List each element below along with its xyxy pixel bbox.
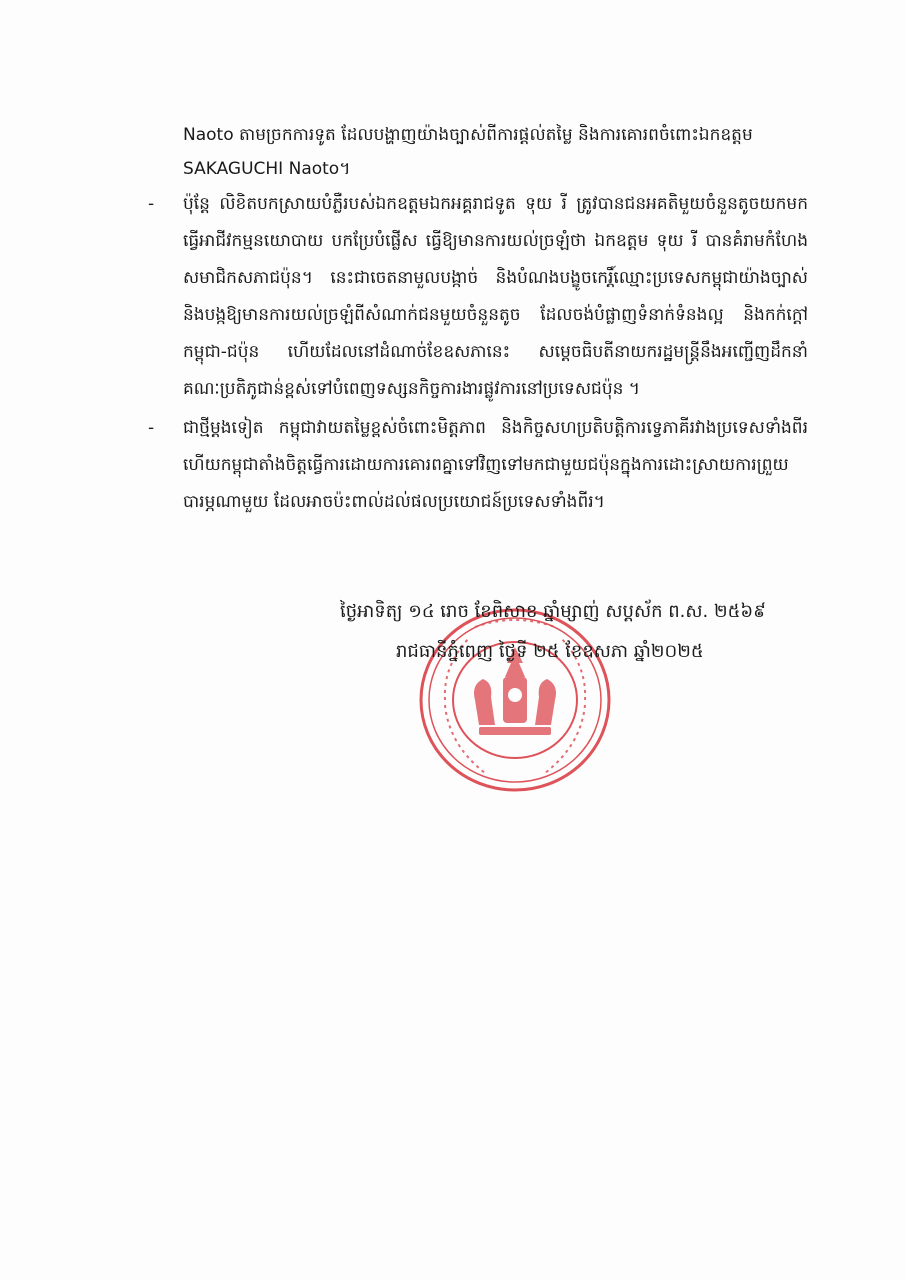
intro-paragraph [183,118,803,186]
bullet-list [148,186,808,523]
intro-line-2: SAKAGUCHI Naoto។ [183,159,351,179]
bullet-item [148,186,808,408]
bullet-item [148,410,808,521]
bullet-marker: - [148,194,155,214]
intro-line-1: Naoto តាមច្រកការទូត ដែលបង្ហាញយ៉ាងច្បាស់ពីការផ្តល់តម្លៃ និងការគោរពចំពោះឯកឧត្តម [183,125,753,145]
bullet-text: ជាថ្មីម្តងទៀត កម្ពុជាវាយតម្លៃខ្ពស់ចំពោះមិត្តភាព និងកិច្ចសហប្រតិបត្តិការទ្វេភាគីរវាងប្រទេសទាំងពីរ ហើយកម្ពុជាតាំងចិត្តធ្វើការដោយការគោរពគ្នាទៅវិញទៅមកជាមួយជប៉ុនក្នុងការដោះស្រាយការព្រួយបារម្ភណាមួយ ដែលអាចប៉ះពាល់ដល់ផលប្រយោជន៍ប្រទេសទាំងពីរ។ [183,418,808,512]
lunar-date: ថ្ងៃអាទិត្យ ១៤ រោច ខែពិសាខ ឆ្នាំម្សាញ់ សប្តស័ក ព.ស. ២៥៦៩ [340,601,766,622]
solar-date: រាជធានីភ្នំពេញ ថ្ងៃទី ២៥ ខែឧសភា ឆ្នាំ២០២៥ [396,641,704,662]
bullet-text: ប៉ុន្តែ លិខិតបកស្រាយបំភ្លឺរបស់ឯកឧត្តមឯកអគ្គរាជទូត ទុយ រី ត្រូវបានជនអគតិមួយចំនួនតូចយកមកធ្វើអាជីវកម្មនយោបាយ បកប្រែបំផ្លើស ធ្វើឱ្យមានការយល់ច្រឡំថា ឯកឧត្តម ទុយ រី បានគំរាមកំហែងសមាជិកសភាជប៉ុន។ នេះជាចេតនាមួលបង្កាច់ និងបំណងបង្ខូចកេរ្តិ៍ឈ្មោះប្រទេសកម្ពុជាយ៉ាងច្បាស់ និងបង្កឱ្យមានការយល់ច្រឡំពីសំណាក់ជនមួយចំនួនតូច ដែលចង់បំផ្លាញទំនាក់ទំនងល្អ និងកក់ក្តៅកម្ពុជា-ជប៉ុន ហើយដែលនៅដំណាច់ខែឧសភានេះ សម្តេចធិបតីនាយករដ្ឋមន្ត្រីនឹងអញ្ជើញដឹកនាំគណៈប្រតិភូជាន់ខ្ពស់ទៅបំពេញទស្សនកិច្ចការងារផ្លូវការនៅប្រទេសជប៉ុន ។ [183,194,808,399]
date-block [340,592,810,672]
bullet-marker: - [148,418,155,438]
